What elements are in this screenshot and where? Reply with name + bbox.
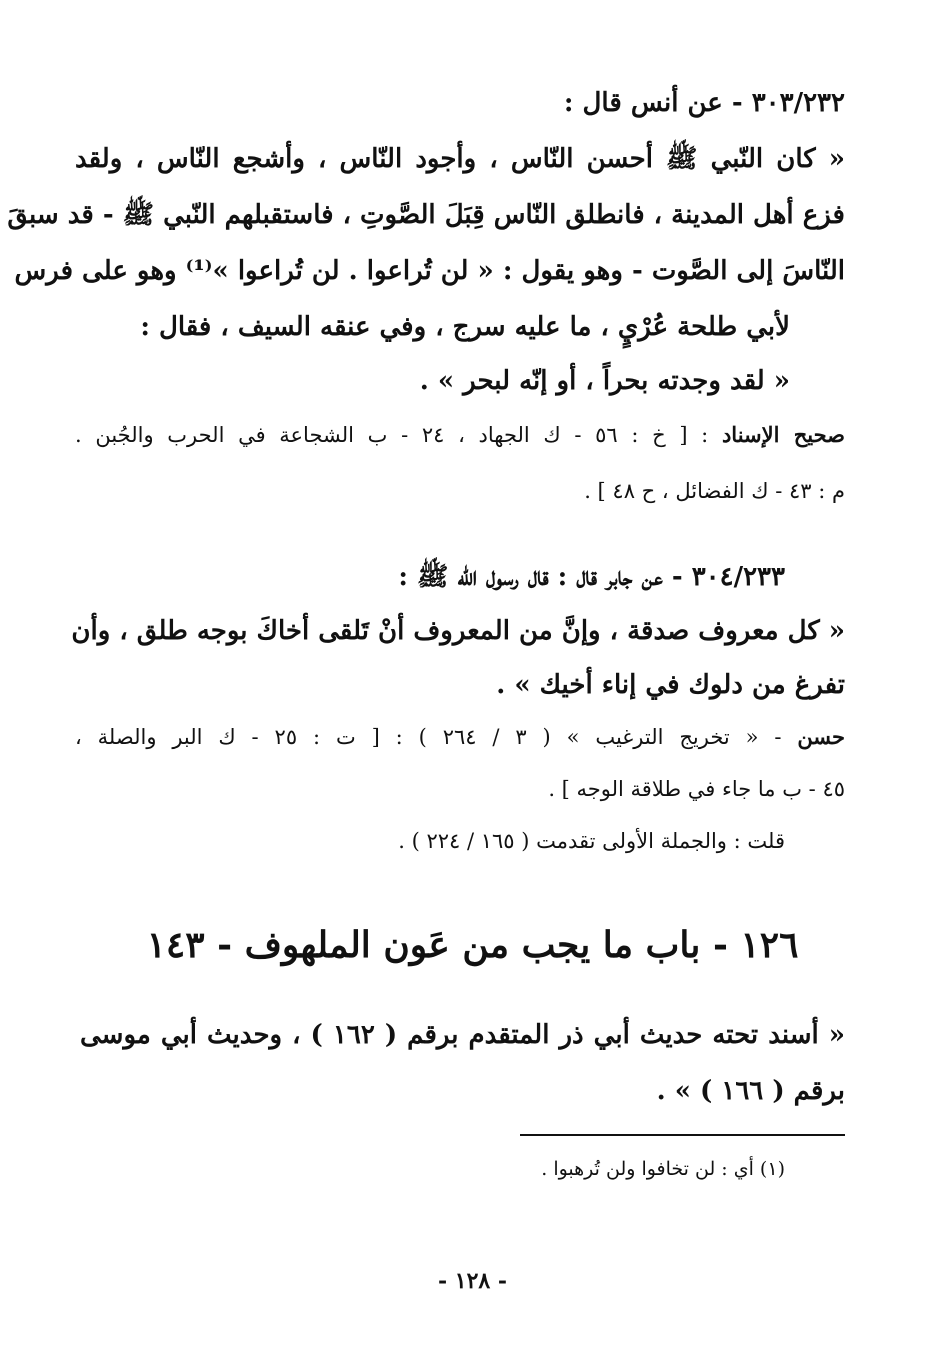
hadith-233-line-1: « كل معروف صدقة ، وإنَّ من المعروف أنْ تَلقى أخاكَ بوجه طلق ، وأن [71,616,845,646]
chapter-text-line-2: برقم ( ١٦٦ ) » . [656,1076,845,1106]
hadith-233-intro: - عن جابر قال : قال رسول الله ﷺ : [398,562,692,592]
hadith-232-grade-line-2: م : ٤٣ - ك الفضائل ، ح ٤٨ ] . [584,479,845,503]
chapter-text-line-1: « أسند تحته حديث أبي ذر المتقدم برقم ( ١٦٢ ) ، وحديث أبي موسى [80,1020,845,1050]
hadith-232-line-1: « كان النّبي ﷺ أحسن النّاس ، وأجود النّاس ، وأشجع النّاس ، ولقد [75,144,845,174]
hadith-233-line-2: تفرغ من دلوك في إناء أخيك » . [496,670,845,700]
hadith-232-line-4: لأبي طلحة عُرْيٍ ، ما عليه سرج ، وفي عنقه السيف ، فقال : [140,312,790,342]
hadith-233-grade-line-2: ٤٥ - ب ما جاء في طلاقة الوجه ] . [548,777,845,801]
hadith-233-grade-source: - « تخريج الترغيب » ( ٣ / ٢٦٤ ) : [ ت : ٢٥ - ك البر والصلة ، [75,725,798,749]
chapter-heading: ١٢٦ - باب ما يجب من عَون الملهوف - ١٤٣ [146,924,799,966]
hadith-233-note: قلت : والجملة الأولى تقدمت ( ١٦٥ / ٢٢٤ ) . [398,829,785,853]
hadith-232-heading [75,86,845,120]
footnote: (١) أي : لن تخافوا ولن تُرهبوا . [541,1158,785,1180]
hadith-232-line-2: فزع أهل المدينة ، فانطلق النّاس قِبَلَ الصَّوتِ ، فاستقبلهم النّبي ﷺ - قد سبقَ [7,200,845,230]
hadith-233-heading [75,560,785,594]
hadith-232-line-3: النّاسَ إلى الصَّوت - وهو يقول : « لن تُراعوا . لن تُراعوا »⁽¹⁾ وهو على فرس [14,256,845,286]
hadith-232-line-5: « لقد وجدته بحراً ، أو إنّه لبحر » . [419,366,790,396]
hadith-233-grade [75,722,845,752]
hadith-232-grade [75,420,845,450]
hadith-232-number: ٣٠٣/٢٣٢ [751,88,845,118]
hadith-232-intro: - عن أنس قال : [563,88,752,118]
hadith-233-number: ٣٠٤/٢٣٣ [691,562,785,592]
footnote-divider [520,1134,845,1136]
page-number: - ١٢٨ - [437,1268,508,1294]
hadith-232-grade-label: صحيح الإسناد [721,422,846,447]
hadith-233-grade-label: حسن [797,724,846,749]
hadith-232-grade-source: : [ خ : ٥٦ - ك الجهاد ، ٢٤ - ب الشجاعة في الحرب والجُبن . [75,423,722,447]
